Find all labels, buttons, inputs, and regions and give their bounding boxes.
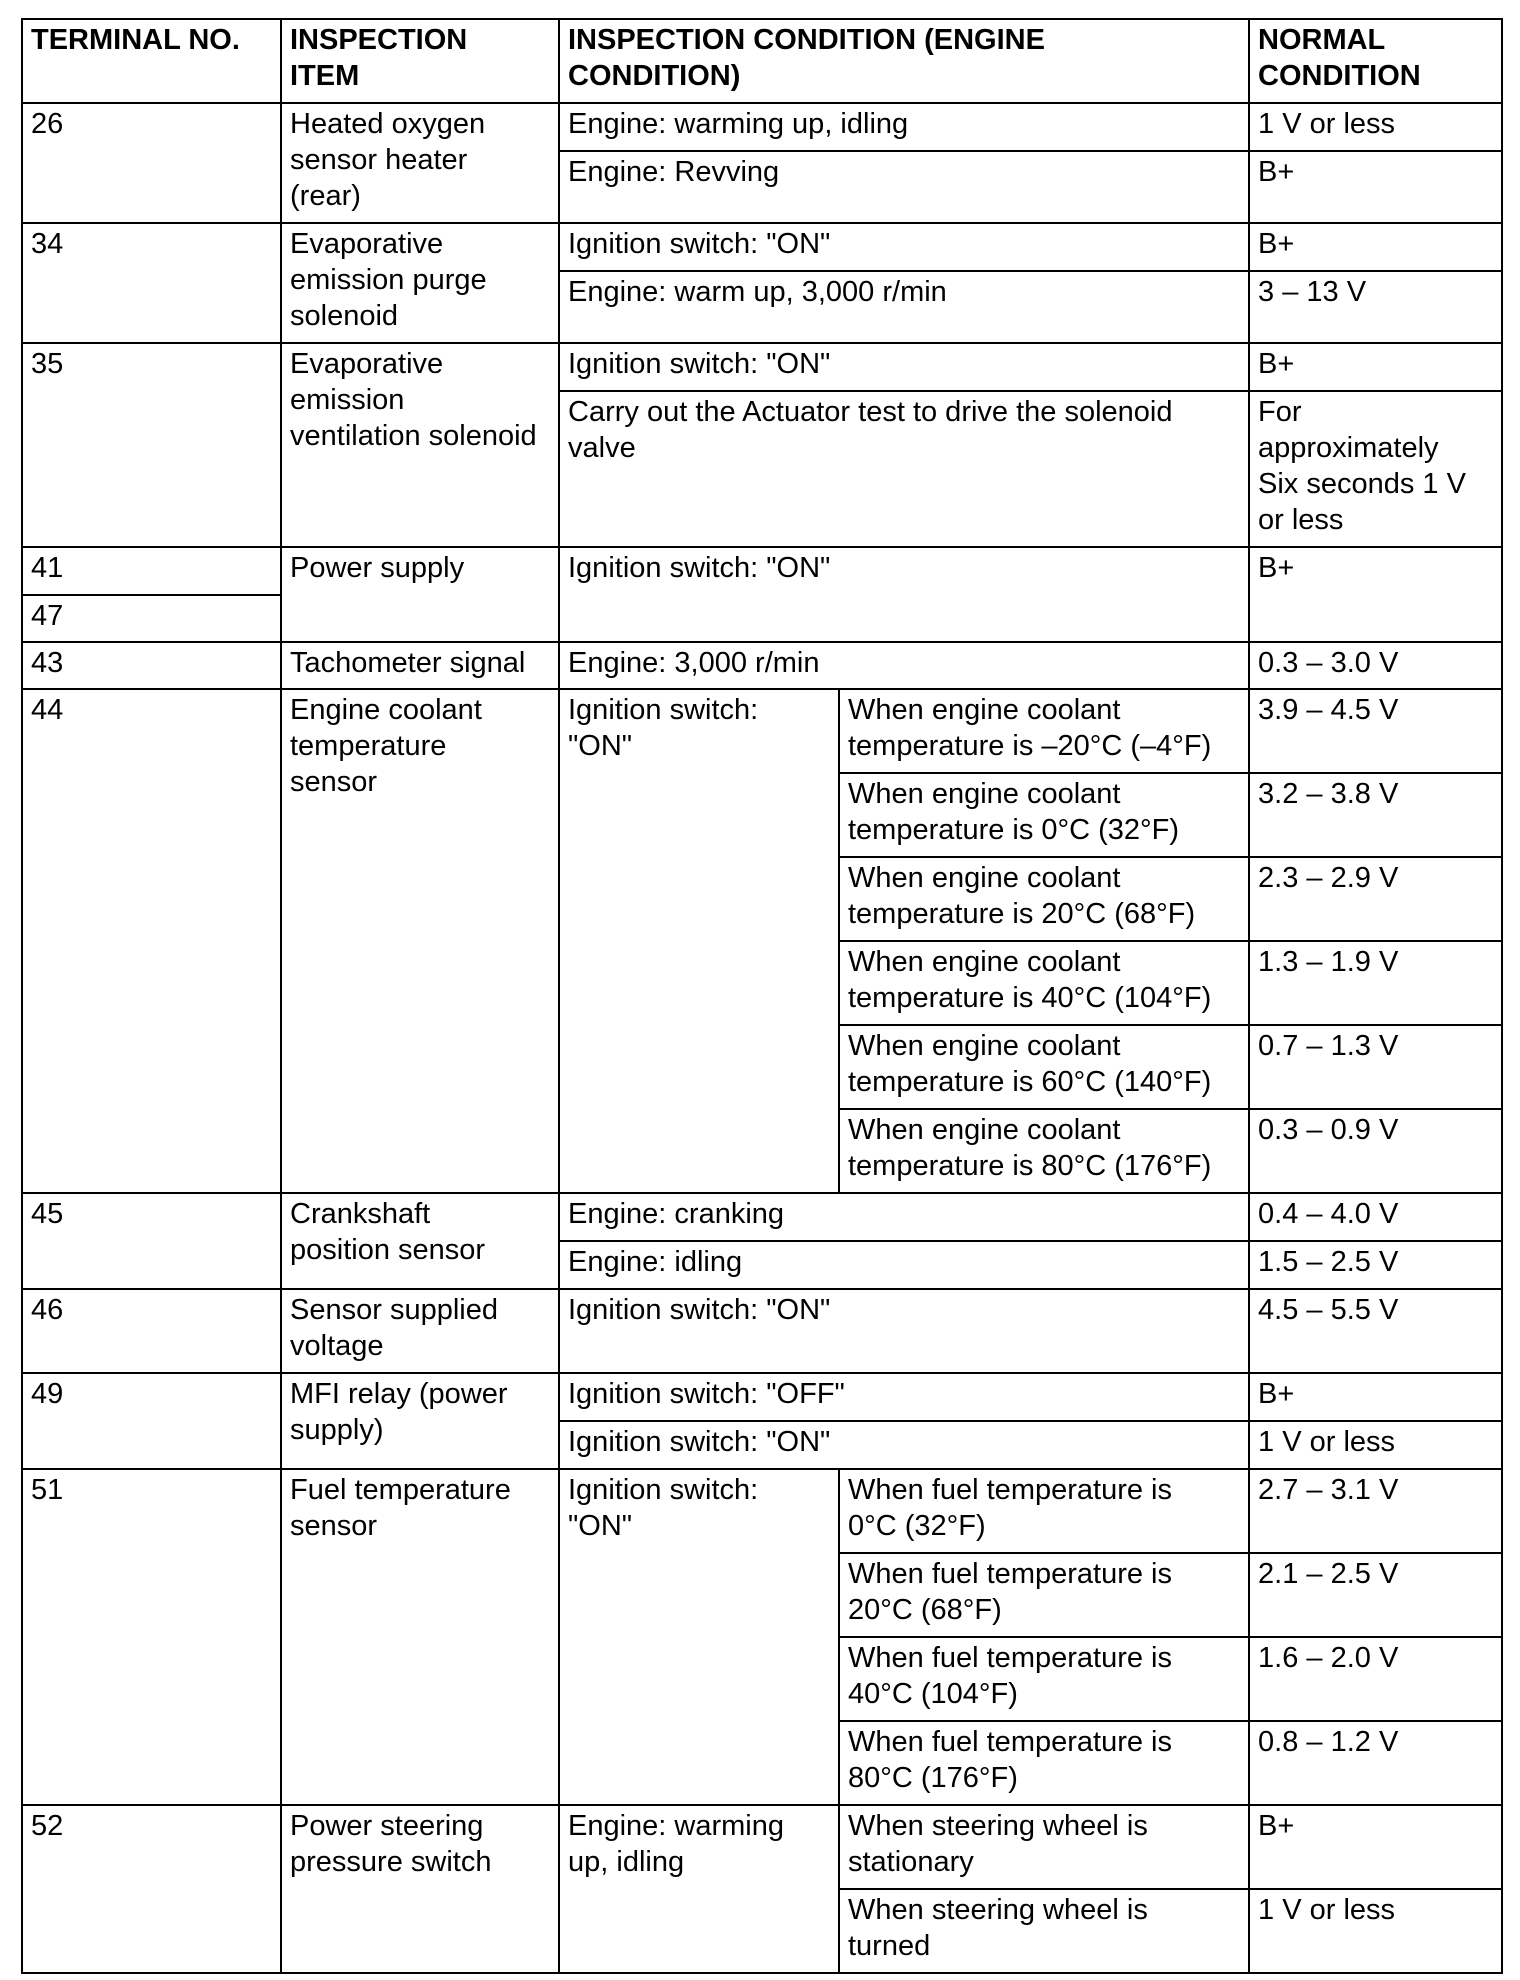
normal-condition-cell: B+ xyxy=(1249,547,1502,642)
condition-cell: Ignition switch: "ON" xyxy=(559,1421,1249,1469)
condition-cell: Ignition switch: "ON" xyxy=(559,1469,839,1805)
inspection-item-cell: Power steering pressure switch xyxy=(281,1805,559,1973)
header-terminal-no: TERMINAL NO. xyxy=(22,19,281,103)
normal-condition-cell: 2.1 – 2.5 V xyxy=(1249,1553,1502,1637)
table-row xyxy=(22,1193,1502,1241)
table-row xyxy=(22,642,1502,689)
condition-cell: Engine: idling xyxy=(559,1241,1249,1289)
condition-cell: Ignition switch: "ON" xyxy=(559,1289,1249,1373)
terminal-cell: 51 xyxy=(22,1469,281,1805)
table-row xyxy=(22,1469,1502,1553)
sub-condition-cell: When engine coolant temperature is 0°C (32°F) xyxy=(839,773,1249,857)
normal-condition-cell: 2.3 – 2.9 V xyxy=(1249,857,1502,941)
normal-condition-cell: 1.5 – 2.5 V xyxy=(1249,1241,1502,1289)
normal-condition-cell: 0.7 – 1.3 V xyxy=(1249,1025,1502,1109)
condition-cell: Engine: cranking xyxy=(559,1193,1249,1241)
condition-cell: Engine: Revving xyxy=(559,151,1249,223)
sub-condition-cell: When steering wheel is turned xyxy=(839,1889,1249,1973)
inspection-item-cell: Evaporative emission purge solenoid xyxy=(281,223,559,343)
terminal-cell: 45 xyxy=(22,1193,281,1289)
sub-condition-cell: When fuel temperature is 40°C (104°F) xyxy=(839,1637,1249,1721)
table-row xyxy=(22,343,1502,391)
normal-condition-cell: 2.7 – 3.1 V xyxy=(1249,1469,1502,1553)
normal-condition-cell: 1 V or less xyxy=(1249,103,1502,151)
table-row xyxy=(22,223,1502,271)
terminal-cell: 26 xyxy=(22,103,281,223)
normal-condition-cell: 3.2 – 3.8 V xyxy=(1249,773,1502,857)
inspection-table xyxy=(21,18,1503,1974)
inspection-item-cell: Heated oxygen sensor heater (rear) xyxy=(281,103,559,223)
inspection-item-cell: Crankshaft position sensor xyxy=(281,1193,559,1289)
normal-condition-cell: 0.8 – 1.2 V xyxy=(1249,1721,1502,1805)
condition-cell: Ignition switch: "ON" xyxy=(559,223,1249,271)
normal-condition-cell: B+ xyxy=(1249,223,1502,271)
normal-condition-cell: B+ xyxy=(1249,151,1502,223)
condition-cell: Ignition switch: "ON" xyxy=(559,689,839,1193)
condition-cell: Engine: warming up, idling xyxy=(559,1805,839,1973)
terminal-cell: 34 xyxy=(22,223,281,343)
normal-condition-cell: 1 V or less xyxy=(1249,1421,1502,1469)
normal-condition-cell: 1.3 – 1.9 V xyxy=(1249,941,1502,1025)
normal-condition-cell: B+ xyxy=(1249,1373,1502,1421)
sub-condition-cell: When fuel temperature is 20°C (68°F) xyxy=(839,1553,1249,1637)
condition-cell: Ignition switch: "OFF" xyxy=(559,1373,1249,1421)
terminal-cell: 49 xyxy=(22,1373,281,1469)
table-row xyxy=(22,1373,1502,1421)
normal-condition-cell: 1.6 – 2.0 V xyxy=(1249,1637,1502,1721)
normal-condition-cell: 0.3 – 3.0 V xyxy=(1249,642,1502,689)
condition-cell: Engine: warm up, 3,000 r/min xyxy=(559,271,1249,343)
inspection-item-cell: Fuel temperature sensor xyxy=(281,1469,559,1805)
terminal-cell: 35 xyxy=(22,343,281,547)
sub-condition-cell: When fuel temperature is 80°C (176°F) xyxy=(839,1721,1249,1805)
sub-condition-cell: When engine coolant temperature is 60°C (140°F) xyxy=(839,1025,1249,1109)
terminal-cell: 41 xyxy=(22,547,281,595)
sub-condition-cell: When engine coolant temperature is 20°C (68°F) xyxy=(839,857,1249,941)
table-row xyxy=(22,547,1502,595)
condition-cell: Engine: warming up, idling xyxy=(559,103,1249,151)
condition-cell: Engine: 3,000 r/min xyxy=(559,642,1249,689)
normal-condition-cell: B+ xyxy=(1249,343,1502,391)
terminal-cell: 44 xyxy=(22,689,281,1193)
header-normal-condition: NORMAL CONDITION xyxy=(1249,19,1502,103)
sub-condition-cell: When engine coolant temperature is 40°C (104°F) xyxy=(839,941,1249,1025)
inspection-item-cell: Tachometer signal xyxy=(281,642,559,689)
condition-cell: Carry out the Actuator test to drive the solenoid valve xyxy=(559,391,1249,547)
normal-condition-cell: 3.9 – 4.5 V xyxy=(1249,689,1502,773)
inspection-item-cell: Evaporative emission ventilation solenoid xyxy=(281,343,559,547)
condition-cell: Ignition switch: "ON" xyxy=(559,343,1249,391)
inspection-item-cell: Power supply xyxy=(281,547,559,642)
terminal-cell: 47 xyxy=(22,595,281,642)
inspection-item-cell: Engine coolant temperature sensor xyxy=(281,689,559,1193)
normal-condition-cell: 4.5 – 5.5 V xyxy=(1249,1289,1502,1373)
normal-condition-cell: 0.4 – 4.0 V xyxy=(1249,1193,1502,1241)
sub-condition-cell: When engine coolant temperature is 80°C (176°F) xyxy=(839,1109,1249,1193)
normal-condition-cell: 3 – 13 V xyxy=(1249,271,1502,343)
sub-condition-cell: When steering wheel is stationary xyxy=(839,1805,1249,1889)
normal-condition-cell: B+ xyxy=(1249,1805,1502,1889)
terminal-cell: 52 xyxy=(22,1805,281,1973)
normal-condition-cell: For approximately Six seconds 1 V or less xyxy=(1249,391,1502,547)
table-row xyxy=(22,1289,1502,1373)
table-row xyxy=(22,689,1502,773)
condition-cell: Ignition switch: "ON" xyxy=(559,547,1249,642)
table-row xyxy=(22,103,1502,151)
sub-condition-cell: When engine coolant temperature is –20°C (–4°F) xyxy=(839,689,1249,773)
header-inspection-item: INSPECTION ITEM xyxy=(281,19,559,103)
terminal-cell: 43 xyxy=(22,642,281,689)
inspection-item-cell: Sensor supplied voltage xyxy=(281,1289,559,1373)
sub-condition-cell: When fuel temperature is 0°C (32°F) xyxy=(839,1469,1249,1553)
normal-condition-cell: 0.3 – 0.9 V xyxy=(1249,1109,1502,1193)
inspection-item-cell: MFI relay (power supply) xyxy=(281,1373,559,1469)
header-inspection-condition: INSPECTION CONDITION (ENGINE CONDITION) xyxy=(559,19,1249,103)
normal-condition-cell: 1 V or less xyxy=(1249,1889,1502,1973)
table-header-row xyxy=(22,19,1502,103)
terminal-cell: 46 xyxy=(22,1289,281,1373)
table-row xyxy=(22,1805,1502,1889)
